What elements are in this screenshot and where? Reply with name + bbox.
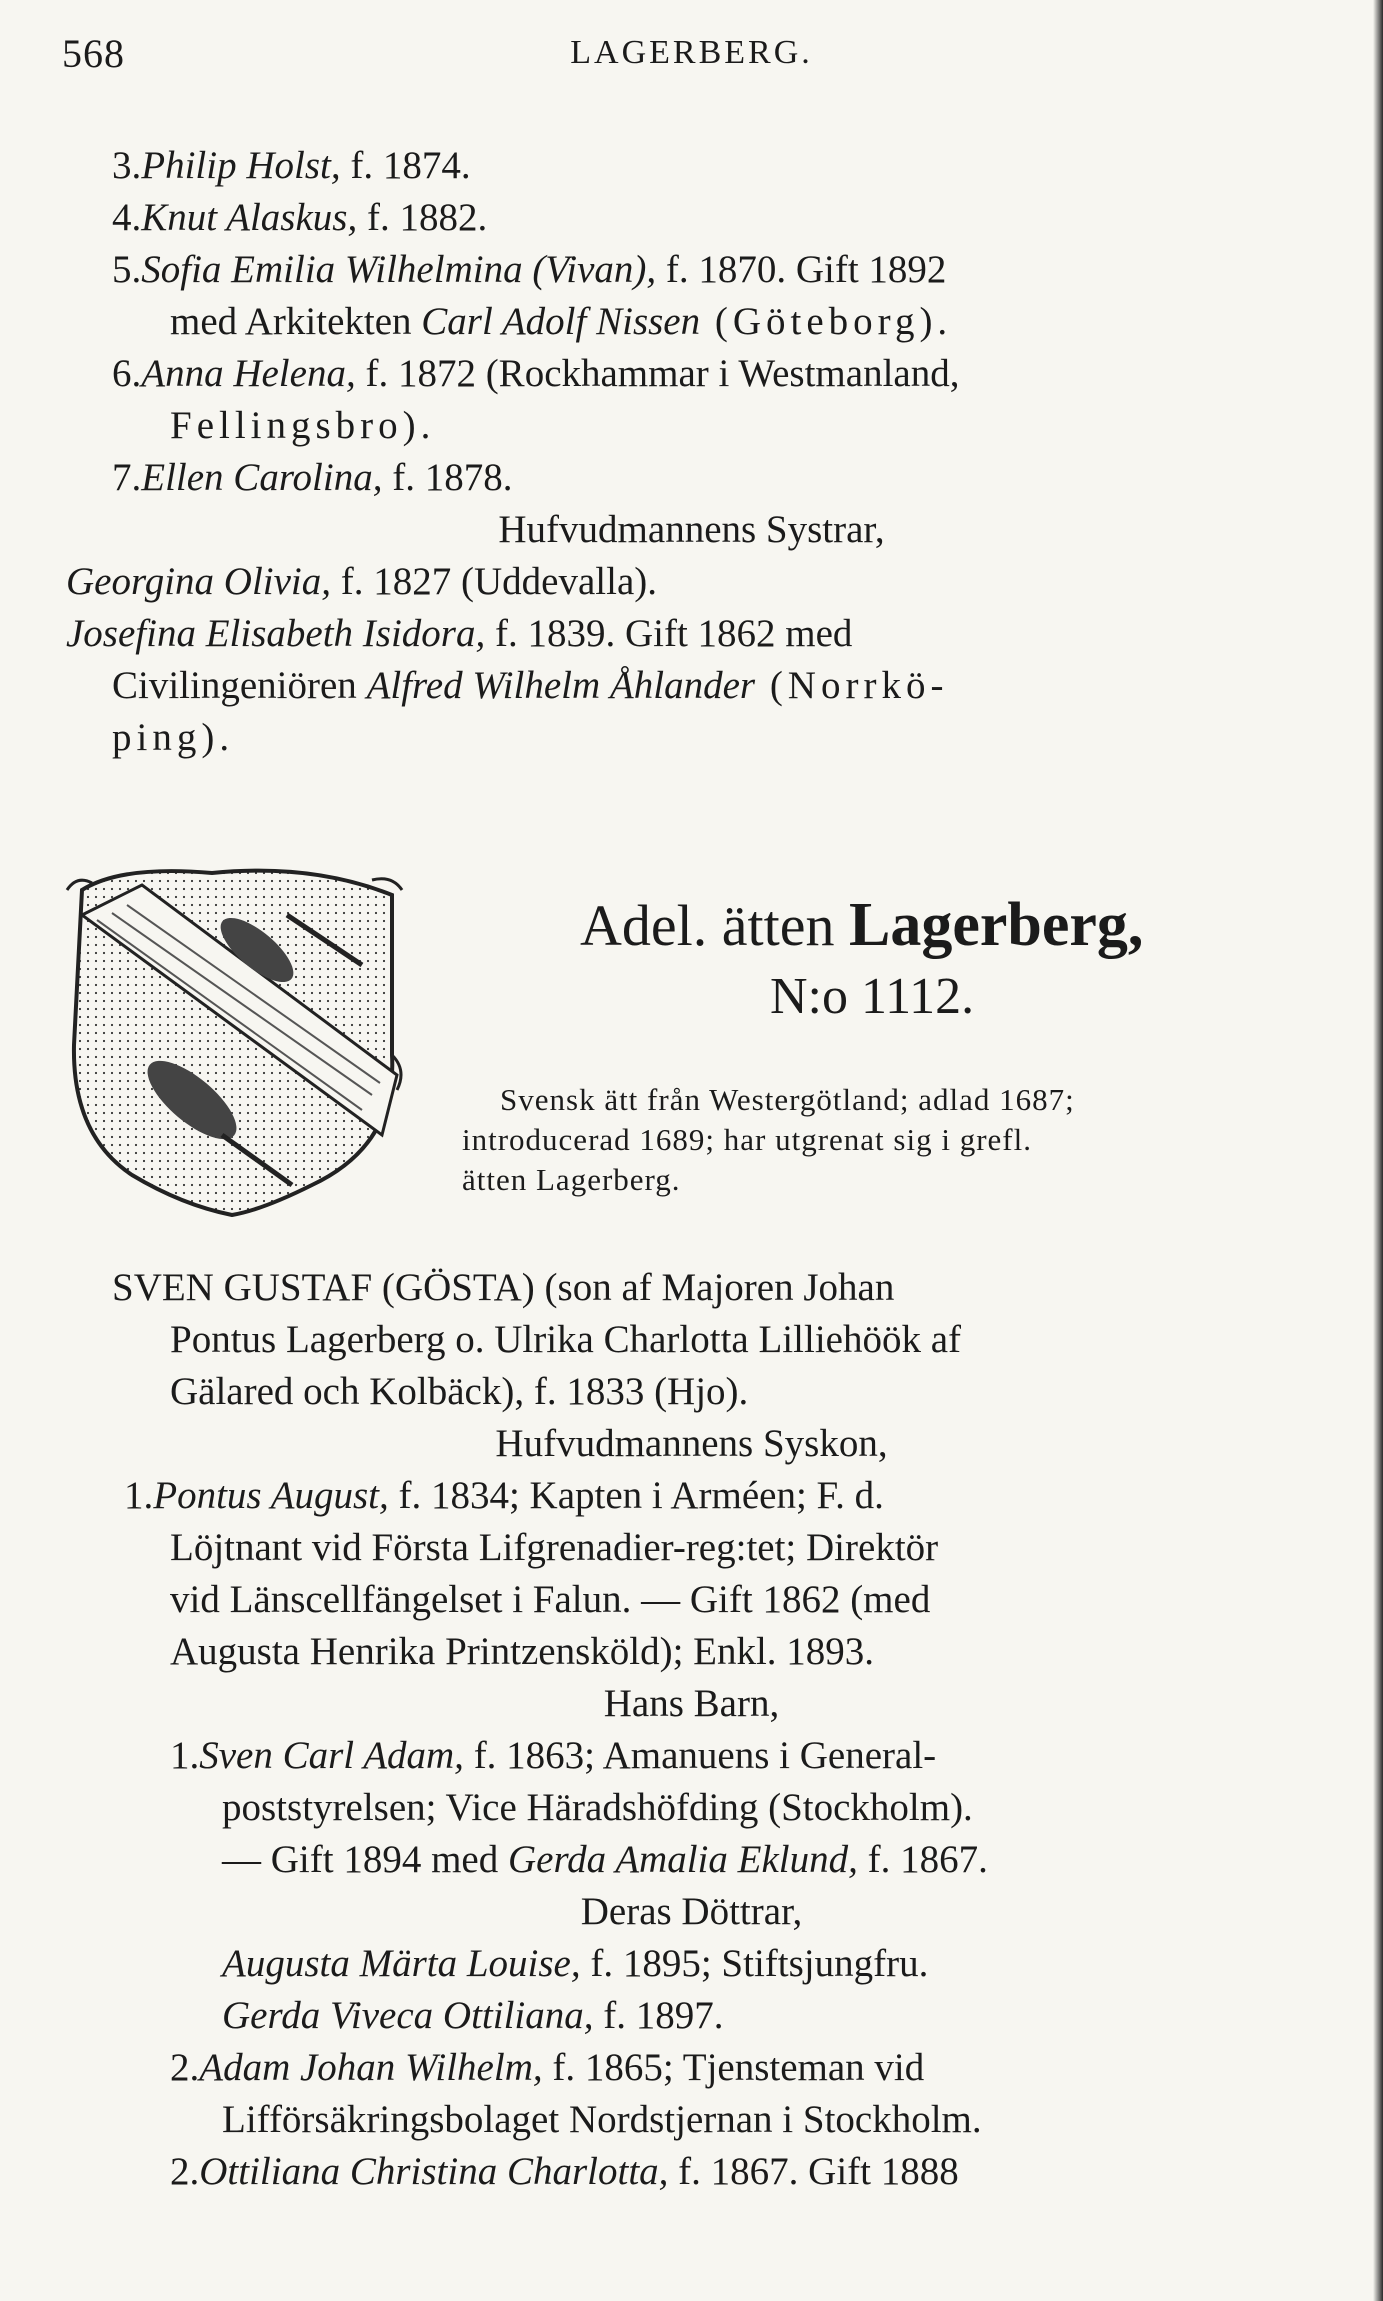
heading-dottrar: Deras Döttrar, [580,1890,803,1933]
syskon-1-line-3: vid Länscellfängelset i Falun. — Gift 1862 (med [170,1578,931,1621]
atten-title: Adel. ätten Lagerberg, [580,891,1144,959]
page-header [62,30,1321,90]
syskon-1: 1.Pontus August, f. 1834; Kapten i Arméen; F. d. [124,1474,884,1517]
barn-1-line-3: — Gift 1894 med Gerda Amalia Eklund, f. 1867. [222,1838,988,1881]
syskon-1-line-4: Augusta Henrika Printzensköld); Enkl. 1893. [170,1630,875,1673]
dotter-1: Augusta Märta Louise, f. 1895; Stiftsjungfru. [222,1942,929,1985]
systrar-1: Georgina Olivia, f. 1827 (Uddevalla). [66,560,658,603]
entry-5-cont: med Arkitekten Carl Adolf Nissen (Göteborg). [170,300,953,343]
atten-desc-1: Svensk ätt från Westergötland; adlad 1687; [500,1082,1075,1117]
barn-1: 1.Sven Carl Adam, f. 1863; Amanuens i General- [170,1734,937,1777]
barn-2-line-2: Lifförsäkringsbolaget Nordstjernan i Stockholm. [222,2098,982,2141]
heading-barn: Hans Barn, [603,1682,780,1725]
head-line-1: SVEN GUSTAF (GÖSTA) (son af Majoren Johan [112,1266,895,1309]
atten-desc-3: ätten Lagerberg. [462,1162,681,1197]
atten-desc-2: introducerad 1689; har utgrenat sig i grefl. [462,1122,1032,1157]
dotter-2: Gerda Viveca Ottiliana, f. 1897. [222,1994,724,2037]
entry-6-cont: Fellingsbro). [170,404,436,447]
head-line-3: Gälared och Kolbäck), f. 1833 (Hjo). [170,1370,749,1413]
heading-syskon: Hufvudmannens Syskon, [495,1422,888,1465]
systrar-2-cont: Civilingeniören Alfred Wilhelm Åhlander (Norrkö- [112,664,949,707]
barn-2: 2.Adam Johan Wilhelm, f. 1865; Tjensteman vid [170,2046,925,2089]
entry-5: 5.Sofia Emilia Wilhelmina (Vivan), f. 1870. Gift 1892 [112,248,947,291]
entry-4: 4.Knut Alaskus, f. 1882. [112,196,488,239]
barn-1-line-2: poststyrelsen; Vice Häradshöfding (Stockholm). [222,1786,973,1829]
barn-3: 2.Ottiliana Christina Charlotta, f. 1867. Gift 1888 [170,2150,959,2193]
entry-3: 3.Philip Holst, f. 1874. [112,144,471,187]
entry-7: 7.Ellen Carolina, f. 1878. [112,456,513,499]
systrar-2-cont2: ping). [112,716,235,759]
coat-of-arms-icon [62,855,407,1220]
running-title: LAGERBERG. [570,34,813,71]
page-edge-shadow [1373,0,1383,2301]
atten-number: N:o 1112. [770,968,975,1025]
entry-6: 6.Anna Helena, f. 1872 (Rockhammar i Westmanland, [112,352,960,395]
syskon-1-line-2: Löjtnant vid Första Lifgrenadier-reg:tet; Direktör [170,1526,939,1569]
head-line-2: Pontus Lagerberg o. Ulrika Charlotta Lilliehöök af [170,1318,962,1361]
heading-systrar: Hufvudmannens Systrar, [498,508,885,551]
systrar-2: Josefina Elisabeth Isidora, f. 1839. Gift 1862 med [66,612,853,655]
page-number: 568 [62,31,125,76]
